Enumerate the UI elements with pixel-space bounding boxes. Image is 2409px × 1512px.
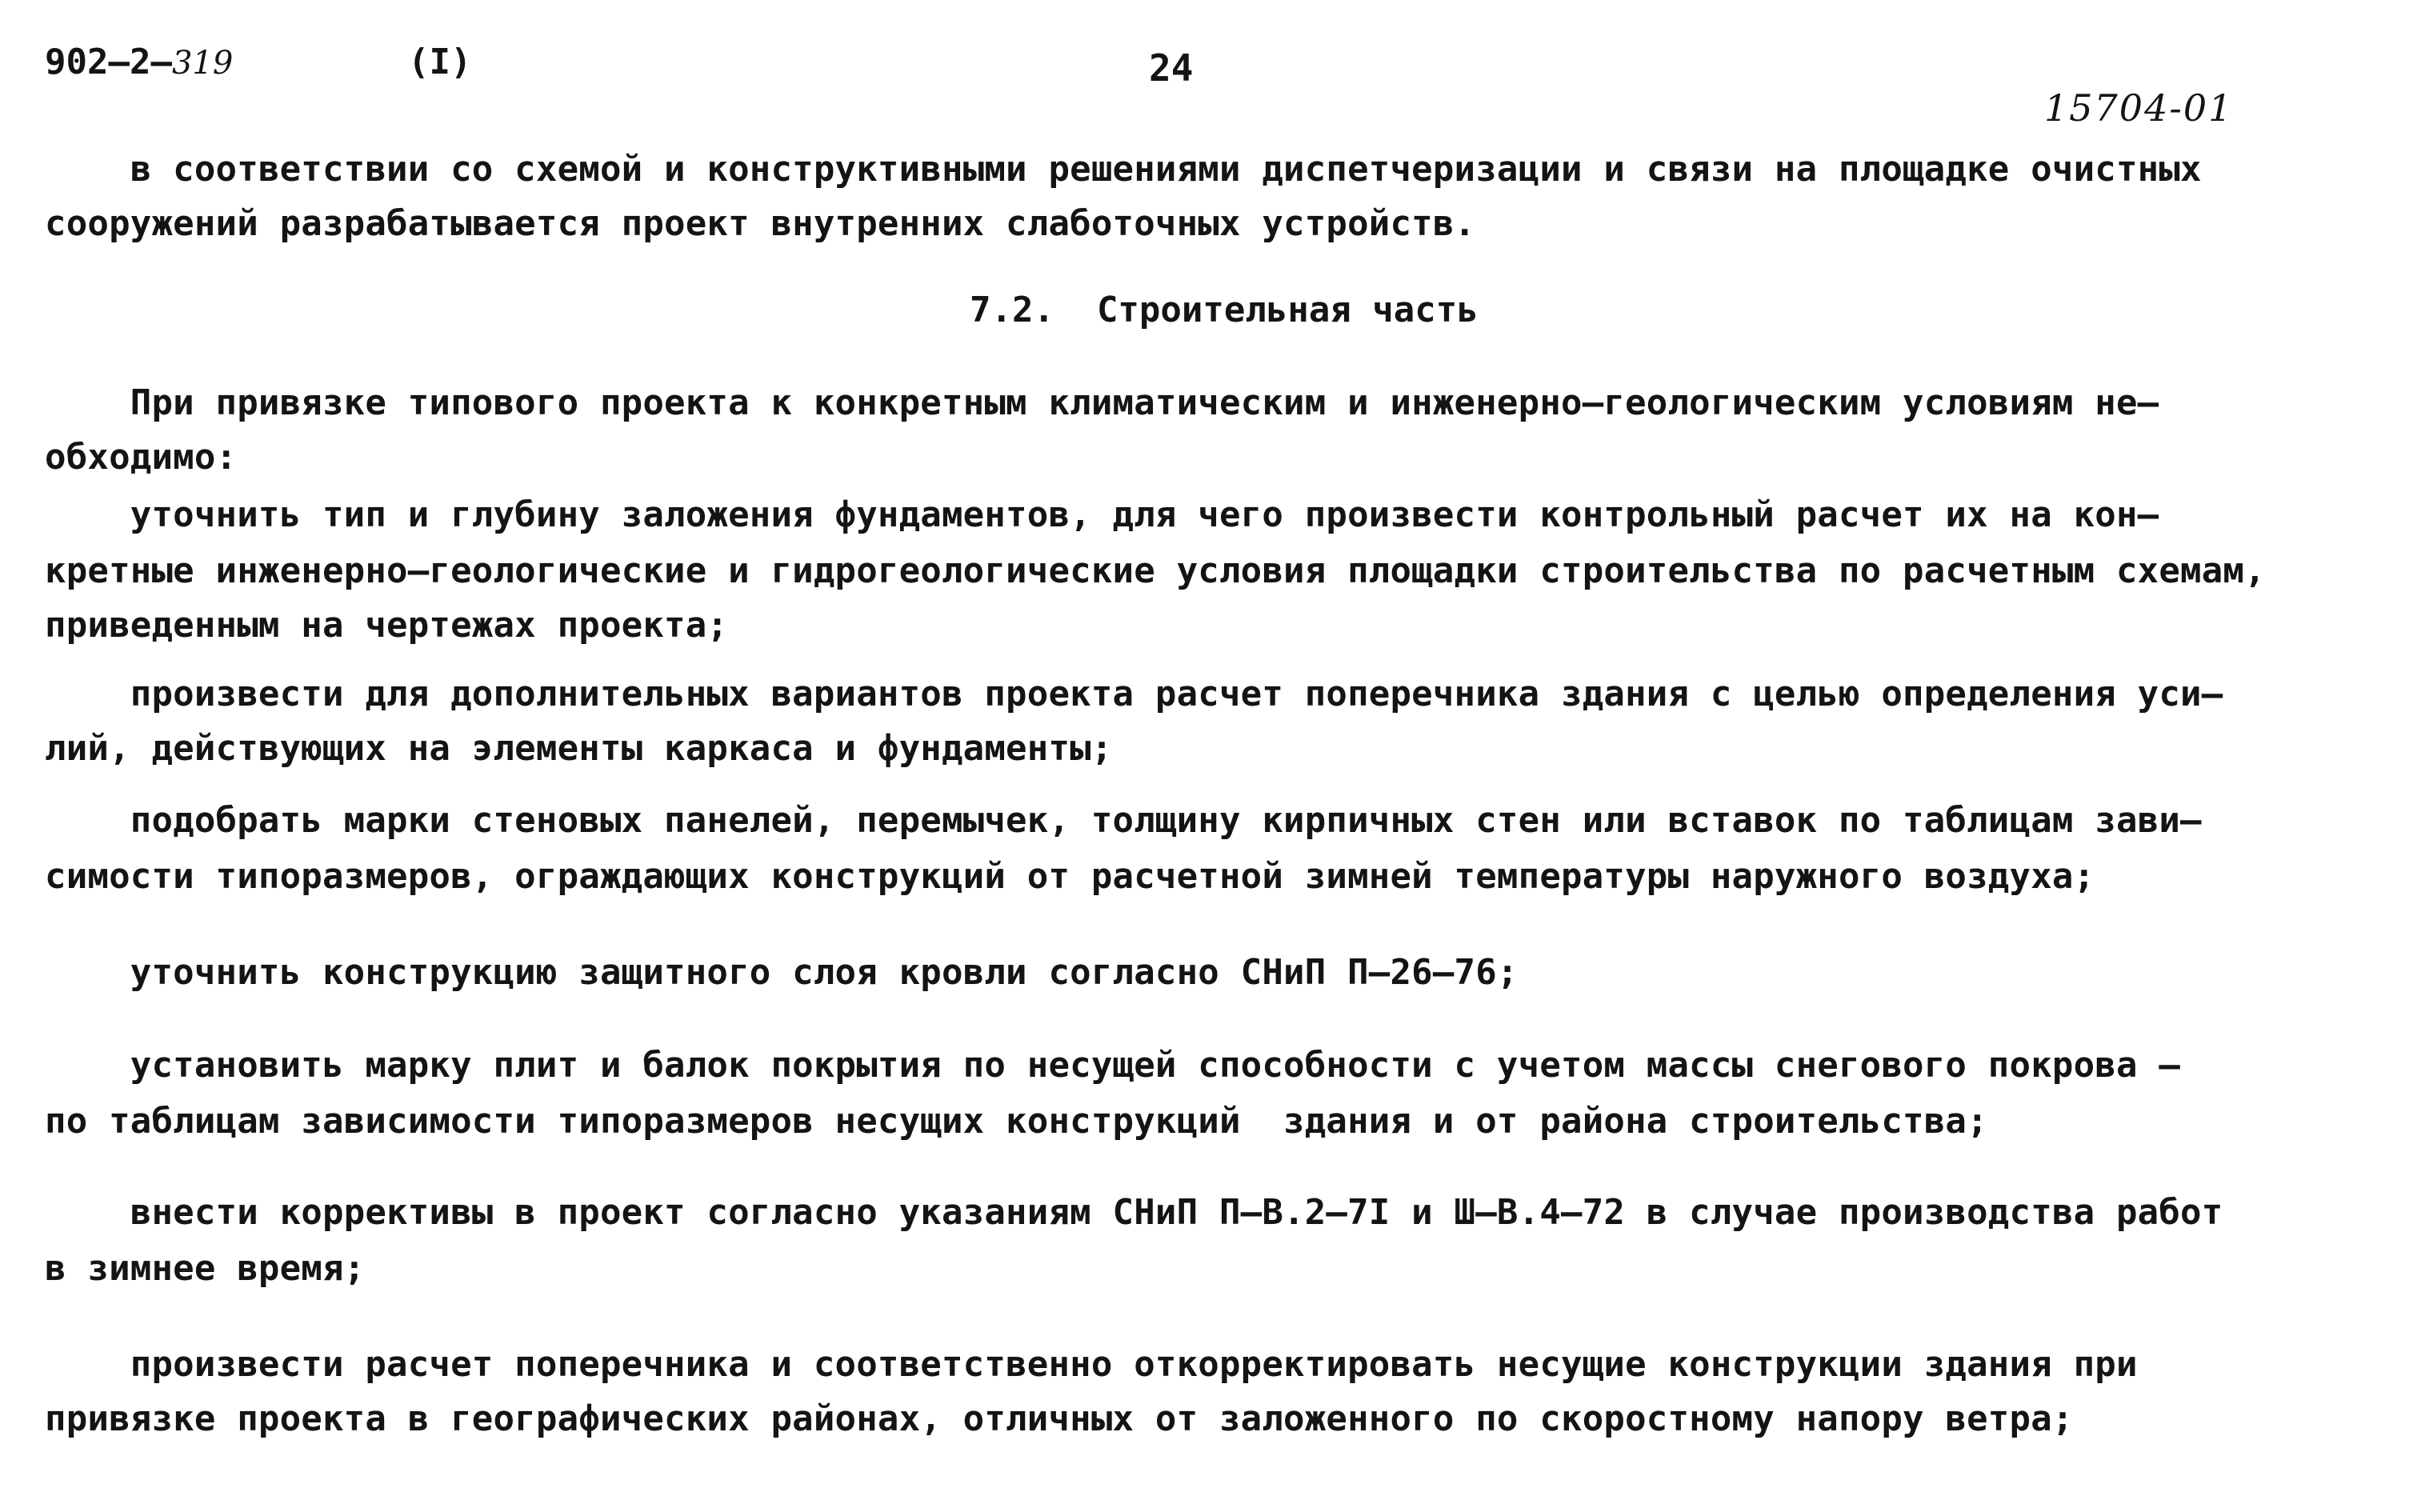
item-4-line-1: уточнить конструкцию защитного слоя кровли согласно СНиП П–26–76; <box>45 952 1519 993</box>
item-2-line-1: произвести для дополнительных вариантов проекта расчет поперечника здания с целью определения уси– <box>45 674 2223 714</box>
item-2-line-2: лий, действующих на элементы каркаса и фундаменты; <box>45 728 1113 769</box>
intro-line-2: сооружений разрабатывается проект внутренних слаботочных устройств. <box>45 203 1476 244</box>
section-heading: 7.2. Строительная часть <box>970 290 1479 330</box>
item-3-line-1: подобрать марки стеновых панелей, перемычек, толщину кирпичных стен или вставок по таблицам зави– <box>45 800 2202 841</box>
item-6-line-2: в зимнее время; <box>45 1248 366 1289</box>
item-1-line-2: кретные инженерно–геологические и гидрогеологические условия площадки строительства по расчетным схемам, <box>45 550 2266 591</box>
item-5-line-2: по таблицам зависимости типоразмеров несущих конструкций здания и от района строительства; <box>45 1101 1988 1142</box>
item-6-line-1: внести коррективы в проект согласно указаниям СНиП П–В.2–7I и Ш–В.4–72 в случае производства работ <box>45 1192 2223 1233</box>
page-number: 24 <box>1149 46 1194 90</box>
item-1-line-3: приведенным на чертежах проекта; <box>45 605 729 646</box>
item-7-line-1: произвести расчет поперечника и соответственно откорректировать несущие конструкции здания при <box>45 1344 2138 1385</box>
document-code-prefix: 902–2– <box>45 42 172 82</box>
document-code <box>45 42 233 82</box>
item-3-line-2: симости типоразмеров, ограждающих конструкций от расчетной зимней температуры наружного воздуха; <box>45 856 2095 897</box>
item-1-line-1: уточнить тип и глубину заложения фундаментов, для чего произвести контрольный расчет их на кон– <box>45 494 2159 535</box>
item-7-line-2: привязке проекта в географических районах, отличных от заложенного по скоростному напору ветра; <box>45 1398 2074 1439</box>
item-5-line-1: установить марку плит и балок покрытия по несущей способности с учетом массы снегового покрова – <box>45 1045 2181 1086</box>
document-code-handwritten: 319 <box>171 45 234 82</box>
archive-stamp: 15704-01 <box>2044 86 2234 130</box>
volume-number: (I) <box>408 42 472 82</box>
paragraph-1-line-2: обходимо: <box>45 437 238 478</box>
paragraph-1-line-1: При привязке типового проекта к конкретным климатическим и инженерно–геологическим условиям не– <box>45 382 2159 423</box>
intro-line-1: в соответствии со схемой и конструктивными решениями диспетчеризации и связи на площадке очистных <box>45 149 2202 190</box>
